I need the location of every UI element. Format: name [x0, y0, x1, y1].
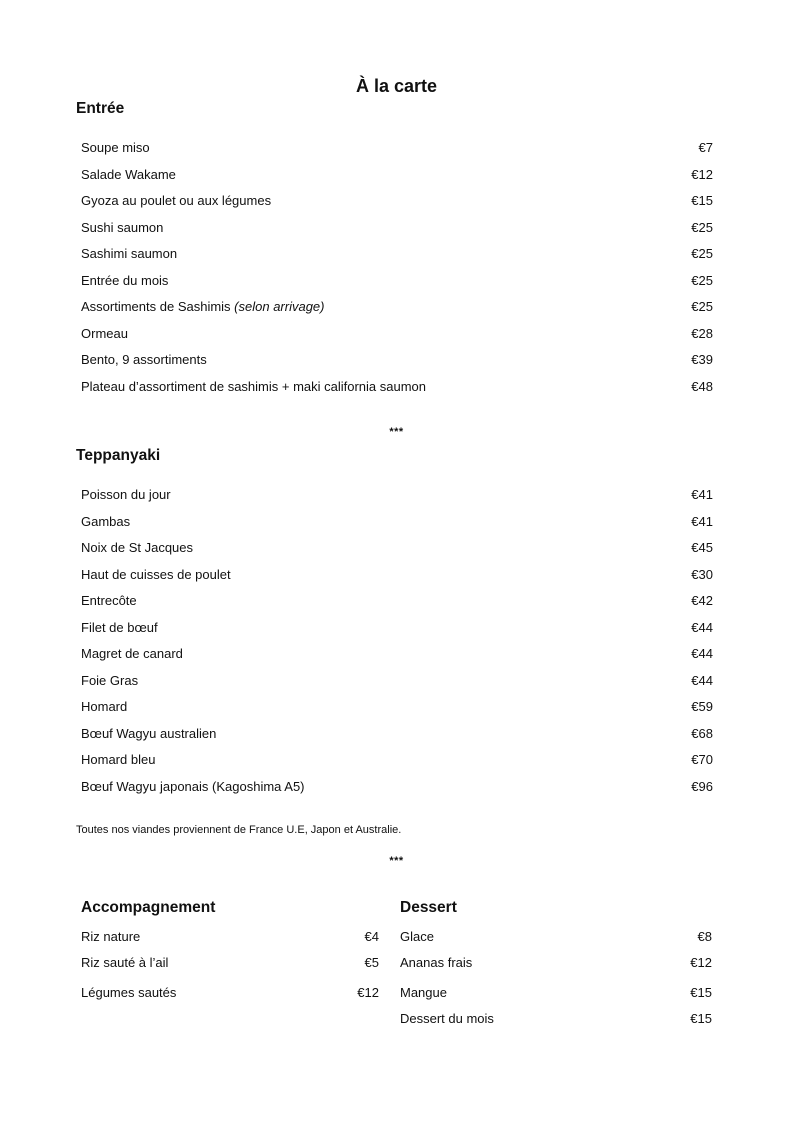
item-name: Ormeau [81, 325, 128, 341]
menu-item [81, 752, 713, 779]
item-name-text: Soupe miso [81, 140, 150, 155]
menu-item [81, 273, 713, 300]
menu-item [400, 955, 712, 970]
item-name: Gyoza au poulet ou aux légumes [81, 193, 272, 208]
menu-item [81, 646, 713, 673]
item-name: Légumes sautés [81, 985, 177, 1000]
item-name: Entrée du mois [81, 272, 169, 288]
menu-item [81, 955, 379, 970]
item-price: €30 [691, 566, 713, 582]
menu-item [400, 929, 712, 944]
item-price: €15 [690, 1011, 712, 1026]
item-name: Salade Wakame [81, 166, 176, 182]
item-name: Mangue [400, 985, 447, 1000]
section-separator: *** [389, 855, 404, 867]
menu-item [81, 299, 713, 326]
menu-item [81, 140, 713, 167]
item-name: Haut de cuisses de poulet [81, 566, 231, 582]
item-price: €15 [691, 193, 713, 208]
section-separator: *** [389, 426, 404, 438]
item-price: €5 [364, 955, 379, 970]
item-name: Dessert du mois [400, 1011, 494, 1026]
item-name: Riz sauté à l’ail [81, 955, 169, 970]
item-name: Glace [400, 929, 434, 944]
menu-item [81, 929, 379, 944]
item-price: €44 [691, 672, 713, 688]
menu-item [81, 379, 713, 406]
menu-item [81, 540, 713, 567]
item-price: €8 [697, 929, 712, 944]
item-name: Sushi saumon [81, 219, 164, 235]
menu-item [81, 352, 713, 379]
item-name: Noix de St Jacques [81, 540, 194, 555]
section-heading-dessert: Dessert [400, 899, 457, 916]
item-name: Homard [81, 699, 128, 714]
menu-item [81, 246, 713, 273]
item-price: €7 [698, 140, 713, 155]
item-name: Sashimi saumon [81, 246, 178, 261]
item-name [81, 140, 150, 155]
menu-item [81, 514, 713, 541]
menu-item [81, 726, 713, 753]
item-price: €12 [690, 955, 712, 970]
entree-list [81, 140, 713, 405]
item-price: €25 [691, 272, 713, 288]
item-price: €4 [364, 929, 379, 944]
item-name: Entrecôte [81, 593, 137, 608]
item-name: Foie Gras [81, 672, 139, 688]
sourcing-footnote: Toutes nos viandes proviennent de France U.E, Japon et Australie. [76, 824, 402, 836]
item-price: €12 [691, 166, 713, 182]
item-price: €68 [691, 725, 713, 741]
menu-item [81, 567, 713, 594]
page-title: À la carte [355, 76, 438, 96]
menu-item [81, 699, 713, 726]
item-price: €45 [691, 540, 713, 555]
item-price: €41 [691, 513, 713, 529]
menu-item [400, 985, 712, 1000]
item-price: €44 [691, 646, 713, 661]
item-name [81, 299, 325, 314]
menu-item [81, 220, 713, 247]
item-name: Filet de bœuf [81, 619, 158, 635]
item-price: €70 [691, 752, 713, 767]
accompagnement-list [81, 925, 379, 1035]
menu-item [81, 593, 713, 620]
section-heading-entree: Entrée [76, 100, 125, 117]
item-note: (selon arrivage) [234, 299, 325, 314]
menu-item [81, 985, 379, 1000]
item-name: Plateau d’assortiment de sashimis + maki california saumon [81, 378, 427, 394]
section-heading-accompagnement: Accompagnement [81, 899, 216, 916]
section-heading-teppanyaki: Teppanyaki [76, 447, 161, 464]
menu-item [81, 620, 713, 647]
item-name-text: Assortiments de Sashimis [81, 299, 235, 314]
menu-item [81, 673, 713, 700]
item-name: Gambas [81, 513, 131, 529]
item-price: €96 [691, 778, 713, 794]
item-name: Homard bleu [81, 752, 156, 767]
menu-item [400, 1011, 712, 1026]
menu-item [81, 193, 713, 220]
item-price: €41 [691, 487, 713, 502]
item-price: €39 [691, 352, 713, 367]
teppanyaki-list [81, 487, 713, 805]
item-price: €59 [691, 699, 713, 714]
menu-item [81, 326, 713, 353]
item-name: Poisson du jour [81, 487, 171, 502]
menu-item [81, 487, 713, 514]
menu-item [81, 779, 713, 806]
menu-item [81, 167, 713, 194]
item-name: Bœuf Wagyu japonais (Kagoshima A5) [81, 778, 305, 794]
item-name: Ananas frais [400, 955, 473, 970]
item-price: €48 [691, 378, 713, 394]
item-price: €28 [691, 325, 713, 341]
item-price: €25 [691, 299, 713, 314]
item-name: Bento, 9 assortiments [81, 352, 207, 367]
item-price: €25 [691, 219, 713, 235]
item-price: €44 [691, 619, 713, 635]
dessert-list [400, 925, 712, 1035]
item-price: €42 [691, 593, 713, 608]
item-name: Riz nature [81, 929, 141, 944]
item-price: €15 [690, 985, 712, 1000]
item-name: Magret de canard [81, 646, 183, 661]
item-name: Bœuf Wagyu australien [81, 725, 217, 741]
item-price: €25 [691, 246, 713, 261]
item-price: €12 [357, 985, 379, 1000]
